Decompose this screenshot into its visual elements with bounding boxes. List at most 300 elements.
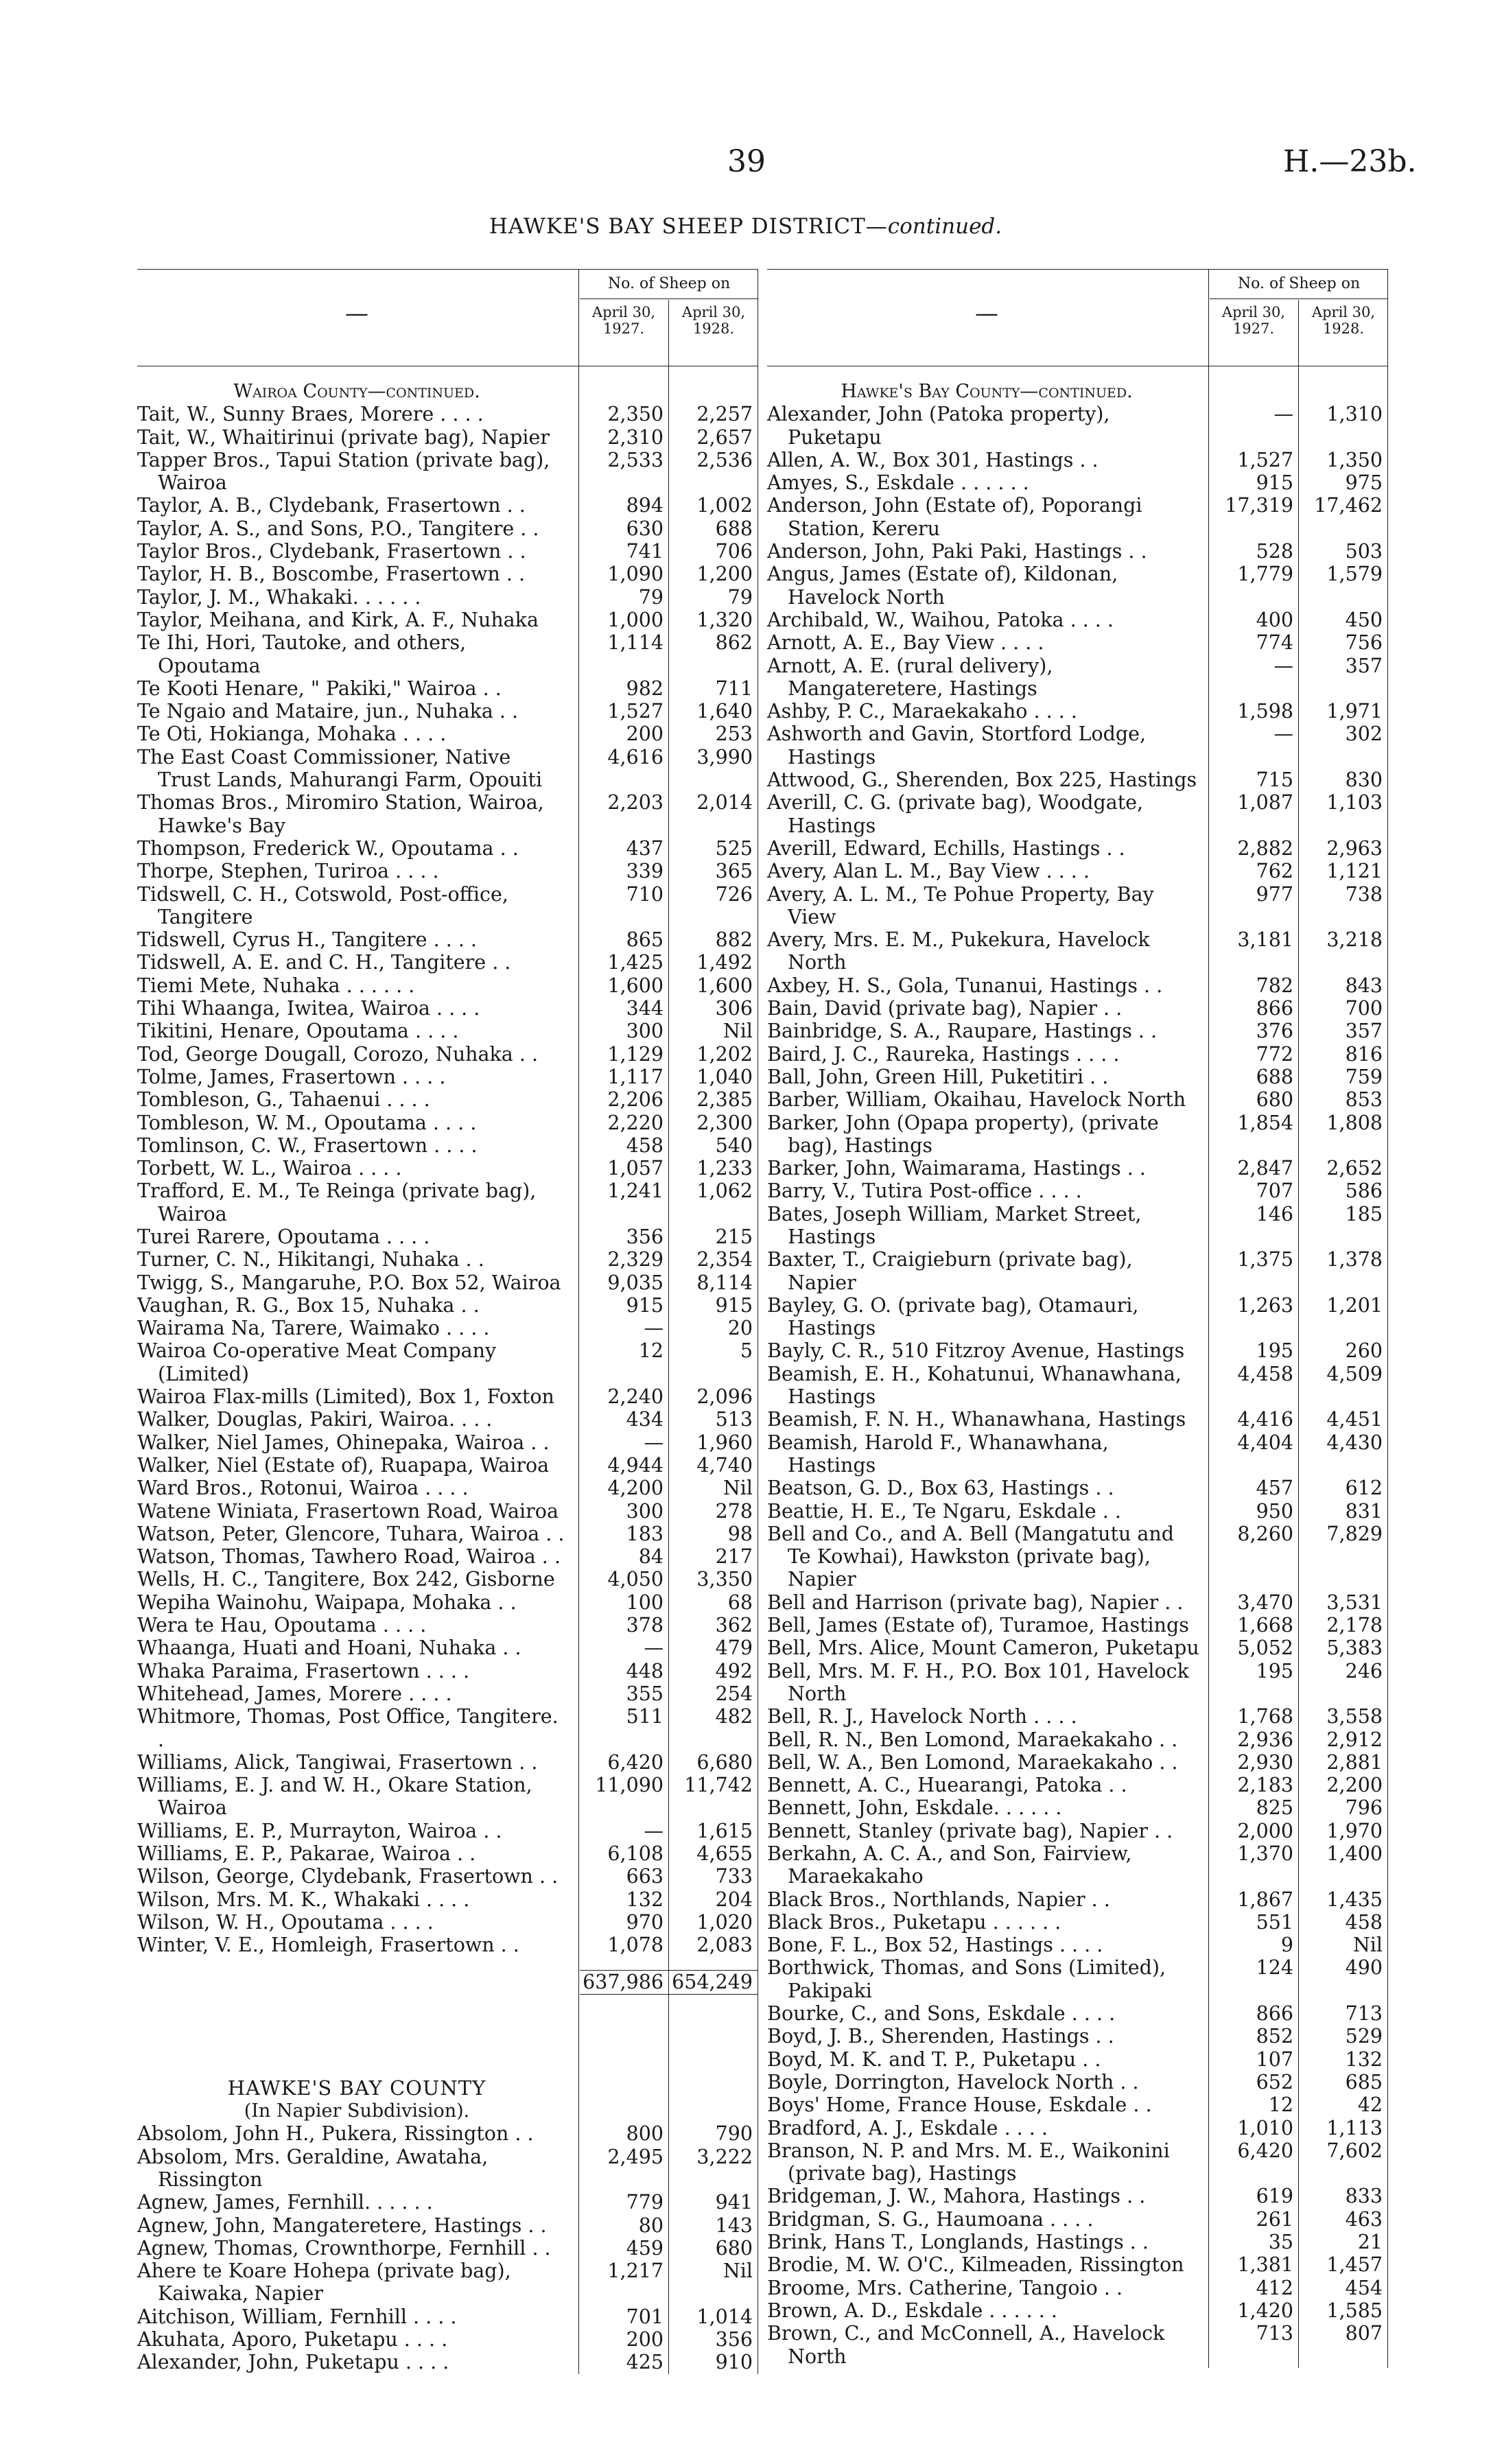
sheep-1928: 21 bbox=[1357, 2231, 1383, 2254]
sheep-1928: 7,829 bbox=[1326, 1522, 1383, 1545]
holder-name: Tait, W., Sunny Braes, Morere . . . . bbox=[137, 403, 484, 426]
holder-name: Winter, V. E., Homleigh, Frasertown . . bbox=[137, 1934, 519, 1957]
sheep-1928: Nil bbox=[1352, 1934, 1383, 1957]
table-row bbox=[767, 449, 1388, 471]
holder-name: Alexander, John, Puketapu . . . . bbox=[137, 2351, 449, 2374]
sheep-1927: 100 bbox=[626, 1591, 664, 1614]
holder-name: Bell and Harrison (private bag), Napier . . bbox=[767, 1591, 1184, 1614]
sheep-1927: 12 bbox=[638, 1339, 664, 1363]
sheep-1928: 2,963 bbox=[1326, 836, 1383, 860]
sheep-1928: 1,113 bbox=[1326, 2116, 1383, 2139]
right-table bbox=[767, 269, 1388, 2368]
sheep-1928: 733 bbox=[715, 1865, 753, 1888]
table-row bbox=[137, 1020, 758, 1042]
table-row bbox=[767, 540, 1388, 563]
holder-name: Whaanga, Huati and Hoani, Nuhaka . . bbox=[137, 1636, 521, 1660]
holder-name: Baxter, T., Craigieburn (private bag), Napier bbox=[767, 1248, 1133, 1294]
sheep-1928: 1,960 bbox=[696, 1431, 753, 1454]
sheep-1927: 1,598 bbox=[1237, 700, 1293, 723]
sheep-1928: 796 bbox=[1345, 1796, 1383, 1820]
sheep-1928: 2,096 bbox=[696, 1385, 753, 1409]
table-row bbox=[137, 997, 758, 1020]
holder-name: Berkahn, A. C. A., and Son, Fairview, Maraekakaho bbox=[767, 1842, 1132, 1888]
table-row bbox=[767, 1477, 1388, 1499]
sheep-1927: 1,600 bbox=[607, 974, 664, 997]
sheep-1928: 5,383 bbox=[1326, 1636, 1383, 1660]
sheep-1927: — bbox=[1273, 403, 1293, 426]
sheep-1928: 2,083 bbox=[696, 1934, 753, 1957]
sheep-1928: 910 bbox=[715, 2351, 753, 2374]
holder-name: Ashworth and Gavin, Stortford Lodge, Hastings bbox=[767, 723, 1147, 768]
holder-name: Williams, E. P., Murrayton, Wairoa . . bbox=[137, 1819, 502, 1842]
table-row bbox=[767, 1294, 1388, 1340]
table-row bbox=[137, 1636, 758, 1659]
sheep-1927: 619 bbox=[1256, 2185, 1293, 2208]
sheep-1927: 4,200 bbox=[607, 1477, 664, 1500]
holder-name: Tihi Whaanga, Iwitea, Wairoa . . . . bbox=[137, 997, 480, 1020]
holder-name: Tiemi Mete, Nuhaka . . . . . . bbox=[137, 974, 415, 997]
holder-name: Te Ihi, Hori, Tautoke, and others, Opoutama bbox=[137, 631, 467, 677]
table-row bbox=[137, 2305, 758, 2328]
holder-name: Barker, John (Opapa property), (private bag), Hastings bbox=[767, 1111, 1159, 1157]
sheep-1927: 852 bbox=[1256, 2025, 1293, 2048]
table-row bbox=[767, 1796, 1388, 1819]
sheep-1928: 302 bbox=[1345, 723, 1383, 746]
table-row bbox=[767, 1248, 1388, 1294]
sheep-1928: 1,378 bbox=[1326, 1248, 1383, 1271]
sheep-1928: 217 bbox=[715, 1545, 753, 1569]
holder-name: Axbey, H. S., Gola, Tunanui, Hastings . . bbox=[767, 974, 1163, 997]
table-row bbox=[767, 883, 1388, 929]
sheep-1928: 1,014 bbox=[696, 2305, 753, 2328]
holder-name: Vaughan, R. G., Box 15, Nuhaka . . bbox=[137, 1293, 480, 1317]
sheep-1927: 866 bbox=[1256, 2002, 1293, 2026]
page-title bbox=[0, 214, 1491, 239]
holder-name: Beamish, F. N. H., Whanawhana, Hastings bbox=[767, 1408, 1186, 1431]
holder-name: Barber, William, Okaihau, Havelock North bbox=[767, 1088, 1186, 1112]
holder-name: Akuhata, Aporo, Puketapu . . . . bbox=[137, 2328, 448, 2351]
sheep-1928: 941 bbox=[715, 2191, 753, 2214]
sheep-1928: 525 bbox=[715, 836, 753, 860]
sheep-1928: 2,014 bbox=[696, 791, 753, 814]
holder-name: Bell, R. N., Ben Lomond, Maraekakaho . . bbox=[767, 1728, 1178, 1751]
sheep-1928: 700 bbox=[1345, 997, 1383, 1020]
sheep-1928: 1,350 bbox=[1326, 448, 1383, 471]
holder-name: Black Bros., Puketapu . . . . . . bbox=[767, 1910, 1061, 1934]
table-row bbox=[767, 1820, 1388, 1842]
sheep-1928: 2,257 bbox=[696, 403, 753, 426]
holder-name: Attwood, G., Sherenden, Box 225, Hastings bbox=[767, 768, 1197, 792]
sheep-1928: 1,600 bbox=[696, 974, 753, 997]
holder-name: Bayley, G. O. (private bag), Otamauri, Hastings bbox=[767, 1293, 1139, 1340]
sheep-1928: 1,320 bbox=[696, 608, 753, 631]
sheep-1927: 2,533 bbox=[607, 448, 664, 471]
total-1927: 637,986 bbox=[583, 1971, 664, 1994]
sheep-1928: 1,808 bbox=[1326, 1111, 1383, 1134]
sheep-1927: 528 bbox=[1256, 540, 1293, 563]
holder-name: Brink, Hans T., Longlands, Hastings . . bbox=[767, 2231, 1149, 2254]
sheep-1927: 80 bbox=[638, 2214, 664, 2237]
table-row bbox=[137, 494, 758, 517]
holder-name: Angus, James (Estate of), Kildonan, Havelock North bbox=[767, 563, 1118, 609]
sheep-1928: 458 bbox=[1345, 1910, 1383, 1934]
table-row bbox=[137, 837, 758, 860]
wairoa-rows bbox=[137, 403, 758, 1956]
sheep-1927: 195 bbox=[1256, 1339, 1293, 1363]
holder-name: Agnew, Thomas, Crownthorpe, Fernhill . . bbox=[137, 2236, 551, 2260]
table-row bbox=[137, 517, 758, 540]
table-row bbox=[137, 1408, 758, 1431]
holder-name: Thorpe, Stephen, Turiroa . . . . bbox=[137, 860, 439, 883]
holder-name: Tapper Bros., Tapui Station (private bag), Wairoa bbox=[137, 448, 550, 495]
sheep-1927: 663 bbox=[626, 1865, 664, 1888]
sheep-1928: 816 bbox=[1345, 1042, 1383, 1066]
sheep-1927: 4,944 bbox=[607, 1453, 664, 1477]
holder-name: Bell, Mrs. Alice, Mount Cameron, Puketapu bbox=[767, 1636, 1199, 1660]
table-row bbox=[767, 1066, 1388, 1088]
sheep-1928: 1,435 bbox=[1326, 1888, 1383, 1911]
sheep-1928: 3,558 bbox=[1326, 1705, 1383, 1728]
table-row bbox=[137, 1248, 758, 1271]
sheep-1928: 807 bbox=[1345, 2322, 1383, 2345]
holder-name: Taylor, H. B., Boscombe, Frasertown . . bbox=[137, 563, 526, 586]
wairoa-totals bbox=[580, 1970, 758, 1994]
sheep-1928: 2,300 bbox=[696, 1111, 753, 1134]
sheep-1927: — bbox=[644, 1317, 664, 1340]
table-row bbox=[137, 1545, 758, 1568]
sheep-1927: 779 bbox=[626, 2191, 664, 2214]
april-1928-header: April 30, 1928. bbox=[1311, 304, 1376, 337]
table-row bbox=[767, 2231, 1388, 2253]
holder-name: Aitchison, William, Fernhill . . . . bbox=[137, 2305, 457, 2328]
holder-name: Wairoa Co-operative Meat Company (Limited) bbox=[137, 1339, 497, 1385]
holder-name: Walker, Douglas, Pakiri, Wairoa. . . . bbox=[137, 1408, 493, 1431]
table-row bbox=[137, 1134, 758, 1157]
table-row bbox=[137, 1066, 758, 1088]
sheep-1927: 915 bbox=[1256, 471, 1293, 495]
holder-name: Wilson, George, Clydebank, Frasertown . . bbox=[137, 1865, 559, 1888]
sheep-1928: 831 bbox=[1345, 1499, 1383, 1523]
sheep-1927: 1,375 bbox=[1237, 1248, 1293, 1271]
sheep-1928: 2,652 bbox=[1326, 1157, 1383, 1180]
sheep-1928: 306 bbox=[715, 997, 753, 1020]
page-number: 39 bbox=[727, 144, 766, 179]
table-row bbox=[137, 1180, 758, 1225]
table-row bbox=[137, 609, 758, 631]
hawkes-bay-rows bbox=[137, 2122, 758, 2373]
table-row bbox=[767, 1911, 1388, 1934]
sheep-1927: 400 bbox=[1256, 608, 1293, 631]
sheep-1928: 3,218 bbox=[1326, 928, 1383, 952]
table-row bbox=[137, 723, 758, 745]
sheep-1927: 1,217 bbox=[607, 2260, 664, 2283]
sheep-1928: 246 bbox=[1345, 1659, 1383, 1682]
sheep-1928: 1,970 bbox=[1326, 1819, 1383, 1842]
holder-name: Tolme, James, Frasertown . . . . bbox=[137, 1065, 446, 1088]
holder-name: Bone, F. L., Box 52, Hastings . . . . bbox=[767, 1934, 1103, 1957]
sheep-1928: 357 bbox=[1345, 1020, 1383, 1043]
sheep-1928: 11,742 bbox=[684, 1774, 753, 1797]
sheep-1928: 975 bbox=[1345, 471, 1383, 495]
sheep-1928: 278 bbox=[715, 1499, 753, 1523]
sheep-1927: 79 bbox=[638, 585, 664, 609]
sheep-1927: 2,350 bbox=[607, 403, 664, 426]
holder-name: Te Oti, Hokianga, Mohaka . . . . bbox=[137, 723, 447, 746]
sheep-1927: 915 bbox=[626, 1293, 664, 1317]
sheep-1928: 68 bbox=[727, 1591, 753, 1614]
sheep-1927: 344 bbox=[626, 997, 664, 1020]
table-row bbox=[137, 1614, 758, 1636]
table-row bbox=[137, 1157, 758, 1180]
holder-name: Baird, J. C., Raureka, Hastings . . . . bbox=[767, 1042, 1120, 1066]
sheep-1928: 1,400 bbox=[1326, 1842, 1383, 1865]
sheep-1928: 2,657 bbox=[696, 425, 753, 449]
sheep-1928: 529 bbox=[1345, 2025, 1383, 2048]
holder-name: Tomlinson, C. W., Frasertown . . . . bbox=[137, 1134, 478, 1157]
holder-name: Whaka Paraima, Frasertown . . . . bbox=[137, 1659, 470, 1682]
sheep-1927: 17,319 bbox=[1225, 494, 1293, 517]
sheep-1928: 2,385 bbox=[696, 1088, 753, 1112]
table-row bbox=[767, 563, 1388, 609]
sheep-1928: 6,680 bbox=[696, 1750, 753, 1774]
table-row bbox=[767, 2185, 1388, 2207]
sheep-1927: 11,090 bbox=[595, 1774, 664, 1797]
holder-name: Bridgeman, J. W., Mahora, Hastings . . bbox=[767, 2185, 1146, 2208]
table-row bbox=[137, 974, 758, 997]
sheep-1927: 1,527 bbox=[1237, 448, 1293, 471]
holder-name: Arnott, A. E., Bay View . . . . bbox=[767, 631, 1044, 655]
sheep-1928: 1,579 bbox=[1326, 563, 1383, 586]
sheep-1927: 378 bbox=[626, 1614, 664, 1637]
table-row bbox=[767, 1043, 1388, 1066]
table-row bbox=[137, 1317, 758, 1339]
holder-name: Thomas Bros., Miromiro Station, Wairoa, Hawke's Bay bbox=[137, 791, 544, 837]
table-row bbox=[767, 1088, 1388, 1111]
holder-name: Tidswell, A. E. and C. H., Tangitere . . bbox=[137, 951, 511, 974]
title-continued: continued. bbox=[887, 214, 1002, 239]
sheep-1928: 759 bbox=[1345, 1065, 1383, 1088]
holder-name: Bain, David (private bag), Napier . . bbox=[767, 997, 1123, 1020]
holder-name: Whitmore, Thomas, Post Office, Tangitere. . bbox=[137, 1705, 559, 1751]
sheep-1927: 707 bbox=[1256, 1180, 1293, 1203]
table-row bbox=[767, 1591, 1388, 1614]
sheep-1927: — bbox=[1273, 654, 1293, 677]
sheep-1928: 254 bbox=[715, 1682, 753, 1705]
table-row bbox=[137, 1865, 758, 1888]
right-table-header bbox=[767, 269, 1388, 366]
sheep-1928: 756 bbox=[1345, 631, 1383, 655]
table-row bbox=[137, 1271, 758, 1294]
sheep-1927: 762 bbox=[1256, 860, 1293, 883]
holder-name: Ahere te Koare Hohepa (private bag), Kaiwaka, Napier bbox=[137, 2260, 511, 2305]
sheep-1927: 865 bbox=[626, 928, 664, 952]
sheep-1927: 1,078 bbox=[607, 1934, 664, 1957]
sheep-1928: 356 bbox=[715, 2328, 753, 2351]
sheep-1927: 825 bbox=[1256, 1796, 1293, 1820]
sheep-1927: 300 bbox=[626, 1499, 664, 1523]
holder-name: Whitehead, James, Morere . . . . bbox=[137, 1682, 452, 1705]
holder-name: Walker, Niel James, Ohinepaka, Wairoa . . bbox=[137, 1431, 550, 1454]
sheep-1927: 772 bbox=[1256, 1042, 1293, 1066]
sheep-1927: 6,420 bbox=[607, 1750, 664, 1774]
sheep-1927: 425 bbox=[626, 2351, 664, 2374]
table-row bbox=[137, 860, 758, 882]
sheep-1928: 2,881 bbox=[1326, 1750, 1383, 1774]
sheep-1928: 1,201 bbox=[1326, 1293, 1383, 1317]
holder-name: Bell, W. A., Ben Lomond, Maraekakaho . . bbox=[767, 1750, 1178, 1774]
table-row bbox=[767, 1705, 1388, 1728]
holder-name: Watson, Peter, Glencore, Tuhara, Wairoa . . bbox=[137, 1522, 565, 1545]
table-row bbox=[767, 2025, 1388, 2048]
table-row bbox=[137, 1112, 758, 1134]
sheep-1927: 2,936 bbox=[1237, 1728, 1293, 1751]
sheep-1928: 2,912 bbox=[1326, 1728, 1383, 1751]
table-row bbox=[137, 951, 758, 974]
sheep-1928: 1,121 bbox=[1326, 860, 1383, 883]
sheep-1928: 833 bbox=[1345, 2185, 1383, 2208]
sheep-1928: Nil bbox=[723, 1020, 753, 1043]
sheep-1928: 20 bbox=[727, 1317, 753, 1340]
holder-name: Wepiha Wainohu, Waipapa, Mohaka . . bbox=[137, 1591, 517, 1614]
table-row bbox=[137, 928, 758, 951]
sheep-1927: 1,381 bbox=[1237, 2253, 1293, 2277]
left-table bbox=[137, 269, 758, 2374]
holder-name: Beattie, H. E., Te Ngaru, Eskdale . . bbox=[767, 1499, 1121, 1523]
holder-name: Williams, Alick, Tangiwai, Frasertown . . bbox=[137, 1750, 538, 1774]
sheep-1927: 774 bbox=[1256, 631, 1293, 655]
holder-name: Absolom, John H., Pukera, Rissington . . bbox=[137, 2122, 534, 2146]
sheep-1927: 183 bbox=[626, 1522, 664, 1545]
sheep-1928: 17,462 bbox=[1314, 494, 1383, 517]
table-row bbox=[767, 631, 1388, 654]
sheep-1927: 124 bbox=[1256, 1956, 1293, 1980]
table-row bbox=[137, 2214, 758, 2237]
table-row bbox=[767, 1523, 1388, 1591]
sheep-1928: 132 bbox=[1345, 2048, 1383, 2071]
table-row bbox=[137, 1385, 758, 1408]
table-row bbox=[137, 1523, 758, 1545]
sheep-1927: 261 bbox=[1256, 2207, 1293, 2231]
holder-name: Bates, Joseph William, Market Street, Hastings bbox=[767, 1202, 1142, 1248]
sheep-1928: 540 bbox=[715, 1134, 753, 1157]
table-row bbox=[767, 1888, 1388, 1911]
table-row bbox=[137, 746, 758, 792]
sheep-1927: 1,114 bbox=[607, 631, 664, 655]
table-row bbox=[767, 1728, 1388, 1751]
sheep-1928: 2,536 bbox=[696, 448, 753, 471]
table-row bbox=[767, 2002, 1388, 2025]
sheep-1928: 843 bbox=[1345, 974, 1383, 997]
sheep-1928: 8,114 bbox=[696, 1271, 753, 1294]
table-row bbox=[137, 1888, 758, 1911]
table-row bbox=[767, 1614, 1388, 1636]
sheep-1927: 146 bbox=[1256, 1202, 1293, 1225]
sheep-1928: 790 bbox=[715, 2122, 753, 2146]
sheep-1927: 551 bbox=[1256, 1910, 1293, 1934]
sheep-1927: 741 bbox=[626, 540, 664, 563]
holder-name: Taylor Bros., Clydebank, Frasertown . . bbox=[137, 540, 526, 563]
holder-name: Walker, Niel (Estate of), Ruapapa, Wairoa bbox=[137, 1453, 550, 1477]
sheep-1927: 2,882 bbox=[1237, 836, 1293, 860]
holder-name: Te Ngaio and Mataire, jun., Nuhaka . . bbox=[137, 700, 519, 723]
holder-name: Boyd, M. K. and T. P., Puketapu . . bbox=[767, 2048, 1101, 2071]
sheep-1928: 454 bbox=[1345, 2276, 1383, 2299]
sheep-1927: 1,854 bbox=[1237, 1111, 1293, 1134]
holder-name: Boyle, Dorrington, Havelock North . . bbox=[767, 2070, 1139, 2093]
sheep-1927: 1,768 bbox=[1237, 1705, 1293, 1728]
table-row bbox=[767, 2208, 1388, 2231]
table-row bbox=[767, 494, 1388, 540]
title-main: HAWKE'S BAY SHEEP DISTRICT— bbox=[489, 214, 888, 239]
holder-name: Bennett, Stanley (private bag), Napier . . bbox=[767, 1819, 1173, 1842]
document-reference: H.—23b. bbox=[1283, 144, 1417, 179]
sheep-1927: 713 bbox=[1256, 2322, 1293, 2345]
sheep-count-group-header: No. of Sheep on bbox=[1210, 272, 1388, 299]
sheep-1927: 782 bbox=[1256, 974, 1293, 997]
sheep-1928: 862 bbox=[715, 631, 753, 655]
sheep-1927: 84 bbox=[638, 1545, 664, 1569]
sheep-1927: 1,057 bbox=[607, 1157, 664, 1180]
table-row bbox=[767, 974, 1388, 997]
holder-name: Bayly, C. R., 510 Fitzroy Avenue, Hastings bbox=[767, 1339, 1185, 1363]
sheep-1927: 982 bbox=[626, 677, 664, 700]
april-1927-header: April 30, 1927. bbox=[1221, 304, 1286, 337]
sheep-1927: 8,260 bbox=[1237, 1522, 1293, 1545]
sheep-1928: 680 bbox=[715, 2236, 753, 2260]
sheep-1927: 4,458 bbox=[1237, 1362, 1293, 1385]
april-1927-header: April 30, 1927. bbox=[591, 304, 656, 337]
sheep-1928: 2,200 bbox=[1326, 1774, 1383, 1797]
sheep-1927: 434 bbox=[626, 1408, 664, 1431]
sheep-1927: 412 bbox=[1256, 2276, 1293, 2299]
sheep-1928: 1,062 bbox=[696, 1180, 753, 1203]
sheep-1927: 6,108 bbox=[607, 1842, 664, 1865]
sheep-1927: 2,206 bbox=[607, 1088, 664, 1112]
table-row bbox=[767, 1339, 1388, 1362]
table-row bbox=[767, 1636, 1388, 1659]
sheep-1928: 260 bbox=[1345, 1339, 1383, 1363]
right-table-body bbox=[767, 366, 1388, 2368]
table-row bbox=[137, 1500, 758, 1523]
holder-name: Bradford, A. J., Eskdale . . . . bbox=[767, 2116, 1048, 2139]
sheep-1928: 612 bbox=[1345, 1477, 1383, 1500]
sheep-1927: — bbox=[644, 1431, 664, 1454]
holder-name: Brown, C., and McConnell, A., Havelock North bbox=[767, 2322, 1165, 2368]
table-row bbox=[767, 2299, 1388, 2322]
holder-name: Twigg, S., Mangaruhe, P.O. Box 52, Wairoa bbox=[137, 1271, 561, 1294]
sheep-1927: 300 bbox=[626, 1020, 664, 1043]
table-row bbox=[767, 2277, 1388, 2299]
holder-name: Wairoa Flax-mills (Limited), Box 1, Foxton bbox=[137, 1385, 554, 1409]
sheep-1927: 688 bbox=[1256, 1065, 1293, 1088]
holder-name: Barry, V., Tutira Post-office . . . . bbox=[767, 1180, 1082, 1203]
holder-name: Turner, C. N., Hikitangi, Nuhaka . . bbox=[137, 1248, 484, 1271]
sheep-1928: 4,430 bbox=[1326, 1431, 1383, 1454]
holder-name: Taylor, Meihana, and Kirk, A. F., Nuhaka bbox=[137, 608, 539, 631]
holder-name: Anderson, John (Estate of), Poporangi Station, Kereru bbox=[767, 494, 1142, 540]
table-row bbox=[137, 791, 758, 837]
sheep-1927: 2,310 bbox=[607, 425, 664, 449]
sheep-1928: 513 bbox=[715, 1408, 753, 1431]
table-row bbox=[767, 2322, 1388, 2368]
table-row bbox=[137, 563, 758, 585]
sheep-1928: 185 bbox=[1345, 1202, 1383, 1225]
holder-name: Tombleson, G., Tahaenui . . . . bbox=[137, 1088, 430, 1112]
holder-name: Bainbridge, S. A., Raupare, Hastings . . bbox=[767, 1020, 1158, 1043]
holder-name: Bennett, A. C., Huearangi, Patoka . . bbox=[767, 1774, 1127, 1797]
sheep-1928: 79 bbox=[727, 585, 753, 609]
table-row bbox=[767, 723, 1388, 768]
